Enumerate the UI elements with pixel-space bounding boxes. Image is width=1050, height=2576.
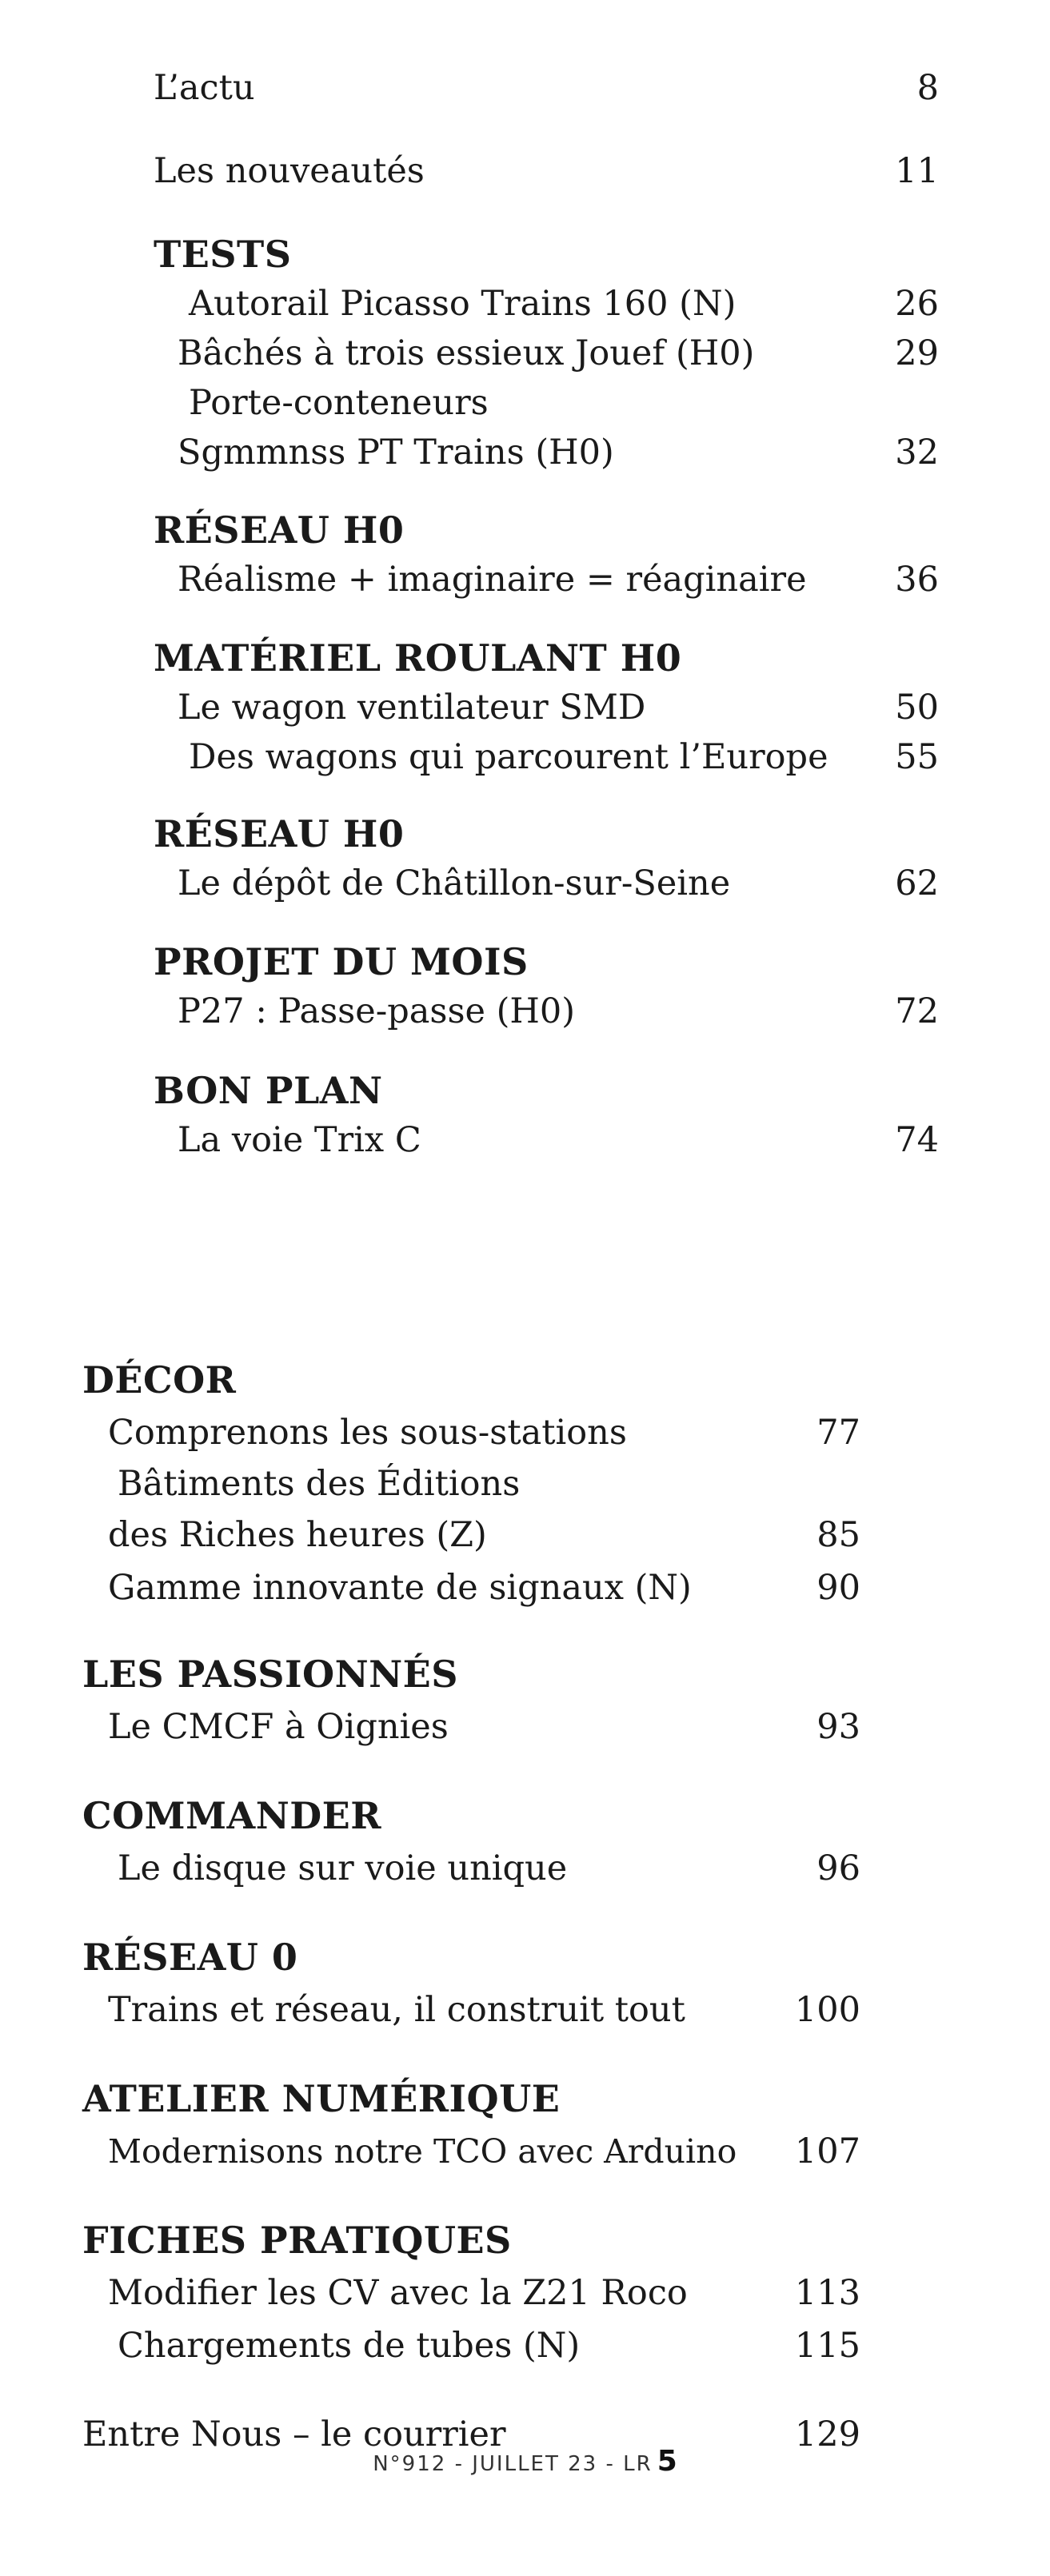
toc-entry: Gamme innovante de signaux (N)	[108, 1568, 692, 1608]
section-heading-decor: DÉCOR	[82, 1358, 237, 1402]
toc-entry: Sgmmnss PT Trains (H0)	[178, 433, 614, 473]
page-number: 93	[816, 1707, 860, 1747]
toc-entry: Trains et réseau, il construit tout	[108, 1990, 685, 2030]
section-heading-les-passionnes: LES PASSIONNÉS	[82, 1653, 458, 1696]
page-number: 85	[816, 1515, 860, 1555]
toc-entry: Des wagons qui parcourent l’Europe	[189, 737, 828, 777]
page-number: 77	[816, 1413, 860, 1453]
toc-entry: Modernisons notre TCO avec Arduino	[108, 2132, 737, 2171]
page-number: 29	[895, 333, 939, 373]
page-number: 90	[816, 1568, 860, 1608]
footer-page-number: 5	[657, 2445, 677, 2478]
page-number: 74	[895, 1120, 939, 1160]
page-number: 55	[895, 737, 939, 777]
page-number: 50	[895, 688, 939, 728]
page-number: 96	[816, 1848, 860, 1888]
page-number: 107	[794, 2131, 860, 2171]
page-number: 72	[895, 991, 939, 1031]
page-number: 113	[794, 2273, 860, 2313]
page-number: 62	[895, 863, 939, 903]
toc-entry: des Riches heures (Z)	[108, 1515, 487, 1555]
section-heading-reseau-h0: RÉSEAU H0	[154, 812, 405, 855]
toc-entry: P27 : Passe-passe (H0)	[178, 991, 576, 1031]
toc-entry: Le disque sur voie unique	[118, 1848, 568, 1888]
section-heading-fiches-pratiques: FICHES PRATIQUES	[82, 2219, 512, 2262]
toc-entry: Comprenons les sous-stations	[108, 1413, 627, 1453]
toc-entry: Autorail Picasso Trains 160 (N)	[189, 284, 737, 324]
section-heading-tests: TESTS	[154, 233, 292, 276]
toc-entry: Le dépôt de Châtillon-sur-Seine	[178, 863, 731, 903]
toc-entry: Porte-conteneurs	[189, 383, 489, 423]
page-number: 36	[895, 560, 939, 600]
toc-entry: Chargements de tubes (N)	[118, 2326, 581, 2366]
page-footer	[0, 2445, 1050, 2478]
page-number: 8	[916, 68, 939, 108]
section-heading-reseau-h0: RÉSEAU H0	[154, 508, 405, 552]
toc-entry: Modifier les CV avec la Z21 Roco	[108, 2273, 688, 2313]
section-heading-reseau-0: RÉSEAU 0	[82, 1936, 298, 1979]
toc-entry: Réalisme + imaginaire = réaginaire	[178, 560, 807, 600]
toc-entry-courrier: Entre Nous – le courrier	[82, 2415, 506, 2454]
toc-entry-nouveautes: Les nouveautés	[154, 151, 425, 191]
page-number: 115	[794, 2326, 860, 2366]
toc-entry: Bâtiments des Éditions	[118, 1464, 521, 1504]
page-number: 129	[794, 2415, 860, 2454]
toc-entry-actu: L’actu	[154, 68, 255, 108]
page-number: 32	[895, 433, 939, 473]
toc-entry: Bâchés à trois essieux Jouef (H0)	[178, 333, 755, 373]
footer-issue: N°912 - JUILLET 23 - LR	[373, 2452, 653, 2476]
toc-entry: Le CMCF à Oignies	[108, 1707, 449, 1747]
section-heading-materiel-roulant: MATÉRIEL ROULANT H0	[154, 636, 682, 680]
page-number: 11	[895, 151, 939, 191]
section-heading-commander: COMMANDER	[82, 1794, 381, 1837]
section-heading-atelier-numerique: ATELIER NUMÉRIQUE	[82, 2077, 561, 2120]
toc-entry: Le wagon ventilateur SMD	[178, 688, 646, 728]
page-number: 100	[794, 1990, 860, 2030]
section-heading-projet-du-mois: PROJET DU MOIS	[154, 940, 529, 983]
toc-entry: La voie Trix C	[178, 1120, 421, 1160]
page-number: 26	[895, 284, 939, 324]
section-heading-bon-plan: BON PLAN	[154, 1069, 383, 1112]
